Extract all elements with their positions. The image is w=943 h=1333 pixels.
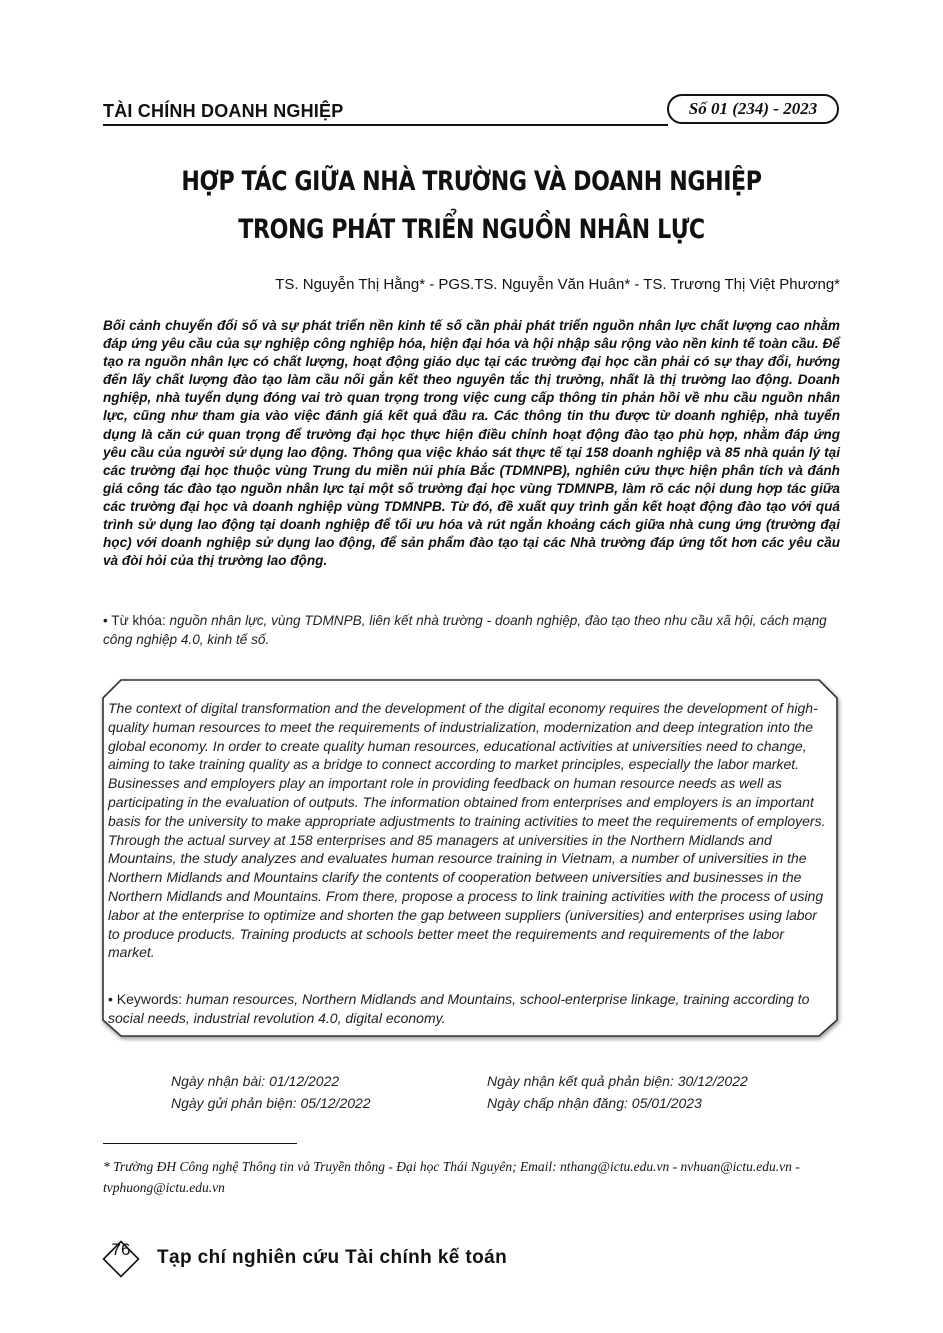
abstract-vietnamese: Bối cảnh chuyển đổi số và sự phát triển nền kinh tế số cần phải phát triển nguồn nhân lực chất lượng cao nhằm đáp ứng yêu cầu của sự nghiệp công nghiệp hóa, hiện đại hóa và hội nhập sâu rộng vào nền kinh tế toàn cầu. Để tạo ra nguồn nhân lực có chất lượng, hoạt động giáo dục tại các trường đại học cần phải có sự thay đổi, hướng đến lấy chất lượng đào tạo làm cầu nối gắn kết theo nguyên tắc thị trường, nhất là thị trường lao động. Doanh nghiệp, nhà tuyển dụng đóng vai trò quan trọng trong việc cung cấp thông tin phản hồi về nhu cầu nguồn nhân lực, cũng như tham gia vào việc đánh giá kết quả đầu ra. Các thông tin thu được từ doanh nghiệp, nhà tuyển dụng là căn cứ quan trọng để trường đại học thực hiện điều chỉnh hoạt động đào tạo phù hợp, nhằm đáp ứng yêu cầu của người sử dụng lao động. Thông qua việc khảo sát thực tế tại 158 doanh nghiệp và 85 nhà quản lý tại các trường đại học thuộc vùng Trung du miền núi phía Bắc (TDMNPB), nghiên cứu thực hiện phân tích và đánh giá công tác đào tạo nguồn nhân lực tại một số trường đại học vùng TDMNPB, làm rõ các nội dung hợp tác giữa các trường đại học và doanh nghiệp vùng TDMNPB. Từ đó, đề xuất quy trình gắn kết hoạt động đào tạo với quá trình sử dụng lao động tại doanh nghiệp để tối ưu hóa và rút ngắn khoảng cách giữa nhà cung ứng (trường đại học) với doanh nghiệp sử dụng lao động, để sản phẩm đào tạo tại các Nhà trường đáp ứng tốt hơn các yêu cầu và đòi hỏi của thị trường lao động. <box>103 318 840 569</box>
abstract-english: The context of digital transformation and the development of the digital economy requires the development of high-quality human resources to meet the requirements of industrialization, modernization and deep integration into the global economy. In order to create quality human resources, educational activities at universities need to change, aiming to take training quality as a bridge to connect according to market principles, especially the labor market. Businesses and employers play an important role in providing feedback on human resource needs as well as participating in the evaluation of outputs. The information obtained from enterprises and employers is an important basis for the university to make appropriate adjustments to training activities to meet the requirements of employers. Through the actual survey at 158 enterprises and 85 managers at universities in the Northern Midlands and Mountains, the study analyzes and evaluates human resource training in Vietnam, a number of universities in the Northern Midlands and Mountains clarify the contents of cooperation between universities and businesses in the Northern Midlands and Mountains. From there, propose a process to link training activities with the process of using labor at the enterprise to optimize and shorten the gap between suppliers (universities) and enterprises using labor to produce products. Training products at schools better meet the requirements and requirements of the labor market. <box>108 700 826 961</box>
footnote-rule <box>103 1143 297 1144</box>
section-label: TÀI CHÍNH DOANH NGHIỆP <box>103 101 344 121</box>
keywords-text: nguồn nhân lực, vùng TDMNPB, liên kết nhà trường - doanh nghiệp, đào tạo theo nhu cầu xã hội, cách mạng công nghiệp 4.0, kinh tế số. <box>103 613 827 647</box>
author-affiliation-footnote: * Trường ĐH Công nghệ Thông tin và Truyền thông - Đại học Thái Nguyên; Email: nthang@ictu.edu.vn - nvhuan@ictu.edu.vn - tvphuong@ictu.edu.vn <box>103 1159 800 1195</box>
keywords-label: • Từ khóa: <box>103 613 166 628</box>
page-number-badge <box>102 1240 140 1278</box>
date-accepted: Ngày chấp nhận đăng: 05/01/2023 <box>487 1095 702 1111</box>
date-sent-review: Ngày gửi phản biện: 05/12/2022 <box>171 1095 371 1111</box>
header-rule <box>103 124 668 126</box>
issue-badge: Số 01 (234) - 2023 <box>667 94 839 124</box>
keywords-english <box>108 990 830 1028</box>
article-title-line-2: TRONG PHÁT TRIỂN NGUỒN NHÂN LỰC <box>238 214 705 245</box>
keywords-vietnamese <box>103 611 840 649</box>
journal-name: Tạp chí nghiên cứu Tài chính kế toán <box>157 1247 508 1268</box>
keywords-text: human resources, Northern Midlands and Mountains, school-enterprise linkage, training according to social needs, industrial revolution 4.0, digital economy. <box>108 991 810 1026</box>
author-list: TS. Nguyễn Thị Hằng* - PGS.TS. Nguyễn Văn Huân* - TS. Trương Thị Việt Phương* <box>275 276 840 293</box>
article-title-line-1: HỢP TÁC GIỮA NHÀ TRƯỜNG VÀ DOANH NGHIỆP <box>181 166 762 197</box>
date-received: Ngày nhận bài: 01/12/2022 <box>171 1073 340 1089</box>
keywords-label: • Keywords: <box>108 991 183 1007</box>
page-number: 76 <box>111 1240 131 1259</box>
date-review-result: Ngày nhận kết quả phản biện: 30/12/2022 <box>487 1073 748 1089</box>
